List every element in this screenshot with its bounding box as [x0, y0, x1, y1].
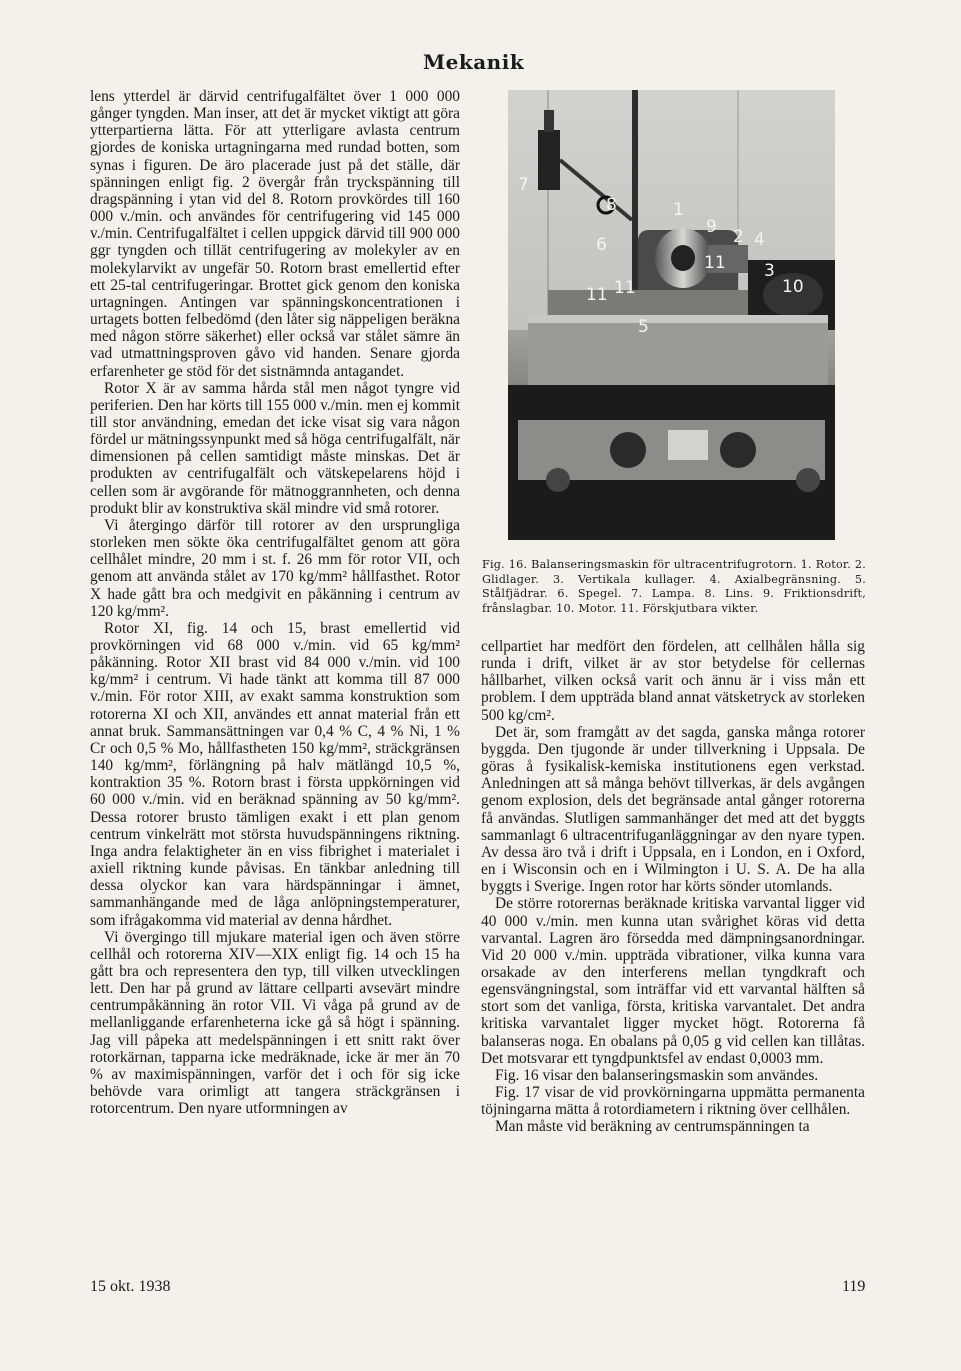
figure-label: 4: [754, 230, 765, 250]
paragraph: Rotor X är av samma hårda stål men något tyngre vid periferien. Den har körts till 155 000 v./min. men ej kommit till stor användning, emedan det icke visat sig vara någon fördel ur mätningssynpunkt med så höga centrifugalfält, när dimensionen på cellen samtidigt måste minskas. Det är produkten av centrifugalfält och vätskepelarens höjd i cellen som är avgörande för mätnoggrannheten, och denna produkt blir av konstruktiva skäl mindre vid små rotorer.: [90, 379, 460, 517]
figure-label: 7: [518, 175, 529, 195]
figure-label: 5: [638, 317, 649, 337]
paragraph: De större rotorernas beräknade kritiska varvantal ligger vid 40 000 v./min. men kunna utan svårighet köras vid detta varvantal. Lagren äro försedda med dämpningsanordningar. Vid 20 000 v./min. uppträda vibrationer, vilka kunna vara orsakade av den interferens mellan tyngdkraft och egensvängningstal, som inträffar vid ett varvantal hälften så stort som det vanliga, första, kritiska varvantalet. Det andra kritiska varvantalet ligger mycket högt. Rotorerna få balanseras noga. En obalans på 0,05 g vid cellen kan tillåtas. Det motsvarar ett tyngdpunktsfel av endast 0,0003 mm.: [481, 895, 865, 1067]
left-column: [90, 88, 460, 1260]
issue-date: 15 okt. 1938: [90, 1278, 171, 1295]
figure-label: 8: [606, 195, 617, 215]
paragraph: Det är, som framgått av det sagda, ganska många rotorer byggda. Den tjugonde är under tillverkning i Uppsala. De göras å fysikalisk-kemiska institutionens egen verkstad. Anledningen att så många behövt tillverkas, är dels avgången genom explosion, dels det begränsade antal gånger rotorerna få användas. Slutligen sammanhänger det med att det byggts sammanlagt 6 ultracentrifuganläggningar av den nyare typen. Av dessa äro två i drift i Uppsala, en i London, en i Oxford, en i Wisconsin och en i Wilmington i U. S. A. De ha alla byggts i Sverige. Ingen rotor har körts sönder utomlands.: [481, 723, 865, 896]
figure-label: 9: [706, 217, 717, 237]
figure-label: 3: [764, 261, 775, 281]
paragraph: cellpartiet har medfört den fördelen, att cellhålen hålla sig runda i drift, vilket är av stor betydelse för cellernas hållbarhet, vilken också varit och ännu är i viss mån ett problem. I dem uppträda bland annat vätsketryck av storleken 500 kg/cm².: [481, 638, 865, 724]
paragraph: Fig. 17 visar de vid provkörningarna uppmätta permanenta töjningarna mätta å rotordiametern i riktning över cellhålen.: [481, 1084, 865, 1119]
right-column: [481, 638, 865, 1260]
page-number: 119: [842, 1278, 866, 1295]
figure-label: 1: [673, 200, 684, 220]
figure-caption: Fig. 16. Balanseringsmaskin för ultracentrifugrotorn. 1. Rotor. 2. Glidlager. 3. Vertikala kullager. 4. Axialbegränsning. 5. Stålfjädrar. 6. Spegel. 7. Lampa. 8. Lins. 9. Friktionsdrift, frånslagbar. 10. Motor. 11. Förskjutbara vikter.: [482, 558, 866, 615]
figure-label: 10: [782, 277, 804, 297]
paragraph: Man måste vid beräkning av centrumspänningen ta: [495, 1118, 810, 1136]
figure-label: 6: [596, 235, 607, 255]
paragraph: Fig. 16 visar den balanseringsmaskin som användes.: [495, 1066, 819, 1084]
paragraph: Vi återgingo därför till rotorer av den ursprungliga storleken men sökte öka centrifugalfältet genom att göra cellhålet mindre, 20 mm i st. f. 26 mm för rotor VII, och genom att använda stålet av 170 kg/mm² hållfasthet. Rotor X hade gått bra och medgivit en påkänning i centrum av 120 kg/mm².: [90, 516, 460, 620]
paragraph: Rotor XI, fig. 14 och 15, brast emellertid vid provkörningen vid 68 000 v./min. vid 65 kg/mm² påkänning. Rotor XII brast vid 84 000 v./min. vid 100 kg/mm² i centrum. Vi hade tänkt att komma till 87 000 v./min. För rotor XIII, av exakt samma konstruktion som rotorerna XI och XII, användes ett annat material från ett annat bruk. Sammansättningen var 0,4 % C, 4 % Ni, 1 % Cr och 0,5 % Mo, hållfastheten 150 kg/mm², sträckgränsen 140 kg/mm², förlängning på halv mätlängd 10,5 %, kontraktion 35 %. Rotorn brast i första uppkörningen vid 60 000 v./min. vid en beräknad spänning av 50 kg/mm². Dessa rotorer brusto tämligen exakt i ett plan genom centrum vinkelrätt mot största huvudspänningens riktning. Inga andra felaktigheter än en viss fibrighet i materialet i axiell riktning kunde påvisas. En tänkbar anledning till dessa olyckor kan vara härdspänningar i ämnet, sammanhängande med de låga anlöpningstemperaturer, som ifrågakomma vid material av denna hårdhet.: [90, 619, 460, 929]
figure-label: 2: [733, 227, 744, 247]
balancing-machine-photo: [508, 90, 835, 540]
paragraph: Vi övergingo till mjukare material igen och även större cellhål och rotorerna XIV—XIX enligt fig. 14 och 15 ha gått bra och representera den typ, till vilken utvecklingen lett. Den har på grund av lättare cellparti avsevärt mindre centrumpåkänning än rotor VII. Vi våga på grund av de mellanliggande erfarenheterna icke gå så högt i spänning. Jag vill påpeka att medelspänningen i ett snitt rakt över rotorkärnan, tapparna icke medräknade, icke är mer än 70 % av maximispänningen, varför det i och för sig icke behövde vara orimligt att tangera sträckgränsen i rotorcentrum. Den nyare utformningen av: [90, 928, 460, 1118]
paragraph: lens ytterdel är därvid centrifugalfältet över 1 000 000 gånger tyngden. Man inser, att det är mycket viktigt att göra ytterpartierna lätta. För att ytterligare avlasta centrum gjordes de koniska urtagningarna med rundad botten, som synas i figuren. De äro placerade just på det ställe, där spänningen enligt fig. 2 övergår från tryckspänning till dragspänning i ytan vid del 8. Rotorn provkördes till 160 000 v./min. och användes för centrifugering vid 145 000 v./min. Centrifugalfältet i cellen uppgick därvid till 900 000 ggr tyngden och tillät centrifugering av molekyler av en molekylarvikt av ungefär 50. Rotorn brast emellertid efter ett 25-tal centrifugeringar. Brottet gick genom den koniska urtagningen. Antingen var spänningskoncentrationen i urtagets botten felbedömd (den låter sig näppeligen beräkna med någon större säkerhet) eller också var stålet sämre än vad utmattningsproven gåvo vid handen. Senare gjorda erfarenheter ge stöd för det sistnämnda antagandet.: [90, 88, 460, 380]
figure-label: 11: [704, 253, 726, 273]
figure-label: 11: [586, 285, 608, 305]
figure-label: 11: [614, 278, 636, 298]
section-title: Mekanik: [423, 50, 525, 74]
